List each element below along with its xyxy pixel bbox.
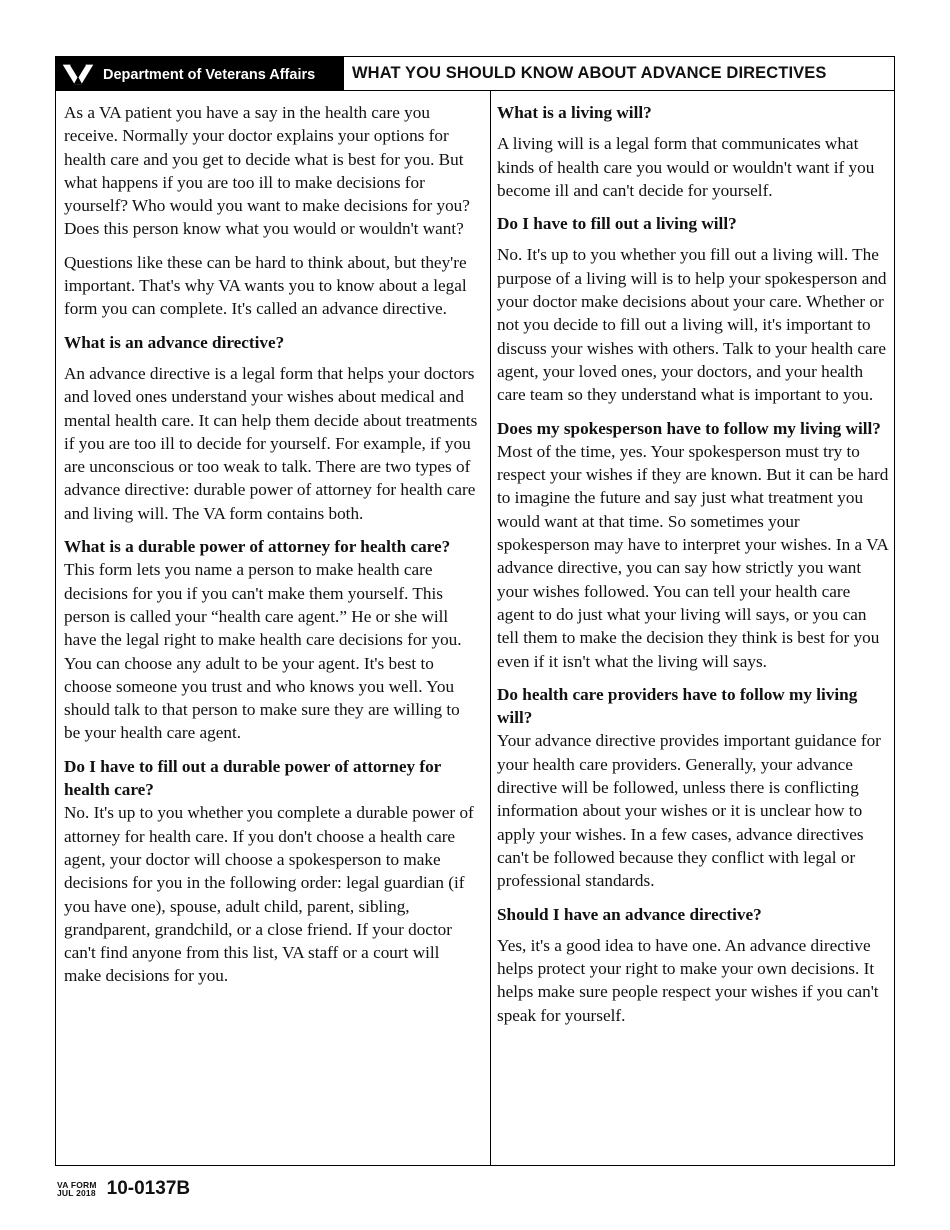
right-column (497, 101, 889, 1037)
question-living-will: What is a living will? (497, 103, 652, 122)
form-date: JUL 2018 (57, 1188, 96, 1198)
form-header (56, 57, 894, 91)
question-providers-follow: Do health care providers have to follow my living will? (497, 684, 858, 728)
form-footer (57, 1178, 190, 1200)
question-spokesperson-follow: Does my spokesperson have to follow my living will? (497, 418, 881, 438)
answer-fill-durable-power: No. It's up to you whether you complete a durable power of attorney for health care. If you don't choose a health care agent, your doctor will choose a spokesperson to make decisions for you in the following order: legal guardian (if you have one), spouse, adult child, parent, sibling, grandparent, grandchild, or a close friend. If your doctor can't find anyone from this list, VA staff or a court will make decisions for you. (64, 803, 474, 986)
question-fill-durable-power: Do I have to fill out a durable power of attorney for health care? (64, 756, 441, 800)
answer-should-have: Yes, it's a good idea to have one. An advance directive helps protect your right to make your own decisions. It helps make sure people respect your wishes if you can't speak for yourself. (497, 935, 879, 1025)
document-title: WHAT YOU SHOULD KNOW ABOUT ADVANCE DIRECTIVES (352, 64, 827, 82)
left-column (64, 101, 478, 998)
answer-providers-follow: Your advance directive provides important guidance for your health care providers. Generally, your advance directive will be followed, unless there is conflicting information about your wishes or it is unclear how to apply your wishes. In a few cases, advance directives can't be followed because they conflict with legal or professional standards. (497, 731, 881, 891)
question-should-have: Should I have an advance directive? (497, 904, 762, 924)
form-frame (55, 56, 895, 1166)
agency-name: Department of Veterans Affairs (103, 66, 316, 83)
question-advance-directive: What is an advance directive? (64, 332, 285, 352)
answer-fill-living-will: No. It's up to you whether you fill out a living will. The purpose of a living will is to help your spokesperson and your doctor make decisions about your care. Whether or not you decide to fill out a living will, it's important to discuss your wishes with others. Talk to your health care agent, your loved ones, your doctors, and your health care team so they understand what is important to you. (497, 245, 887, 405)
intro-paragraph-1: As a VA patient you have a say in the health care you receive. Normally your doctor explains your options for health care and you get to decide what is best for you. But what happens if you are too ill to make decisions for yourself? Who would you want to make decisions for you? Does this person know what you would or wouldn't want? (64, 103, 470, 239)
question-fill-living-will: Do I have to fill out a living will? (497, 214, 737, 234)
form-label-block (57, 1181, 97, 1197)
answer-advance-directive: An advance directive is a legal form that helps your doctors and loved ones understand your wishes about medical and mental health care. It can help them decide about treatments if you are too ill to decide for yourself. For example, if you are unconscious or too weak to talk. There are two types of advance directive: durable power of attorney for health care and living will. The VA form contains both. (64, 363, 478, 523)
form-number: 10-0137B (106, 1178, 191, 1199)
va-seal-icon (61, 62, 95, 86)
agency-block (56, 57, 344, 90)
answer-durable-power: This form lets you name a person to make health care decisions for you if you can't make them yourself. This person is called your “health care agent.” He or she will have the legal right to make health care decisions for you. You can choose any adult to be your agent. It's best to choose someone you trust and who knows you well. You should talk to that person to make sure they are willing to be your health care agent. (64, 560, 462, 743)
answer-living-will: A living will is a legal form that communicates what kinds of health care you would or wouldn't want if you become ill and can't decide for yourself. (497, 134, 875, 200)
answer-spokesperson-follow: Most of the time, yes. Your spokesperson must try to respect your wishes if they are known. But it can be hard to imagine the future and say just what treatment you would want at that time. So sometimes your spokesperson may have to interpret your wishes. In a VA advance directive, you can say how strictly you want your wishes followed. You can tell your health care agent to do just what your living will says, or you can tell them to make the decision they think is best for you even if it isn't what the living will says. (497, 441, 889, 671)
question-durable-power: What is a durable power of attorney for health care? (64, 537, 451, 557)
intro-paragraph-2: Questions like these can be hard to think about, but they're important. That's why VA wants you to know about a legal form you can complete. It's called an advance directive. (64, 252, 467, 319)
form-label: VA FORM (57, 1180, 97, 1190)
column-divider (490, 91, 491, 1166)
